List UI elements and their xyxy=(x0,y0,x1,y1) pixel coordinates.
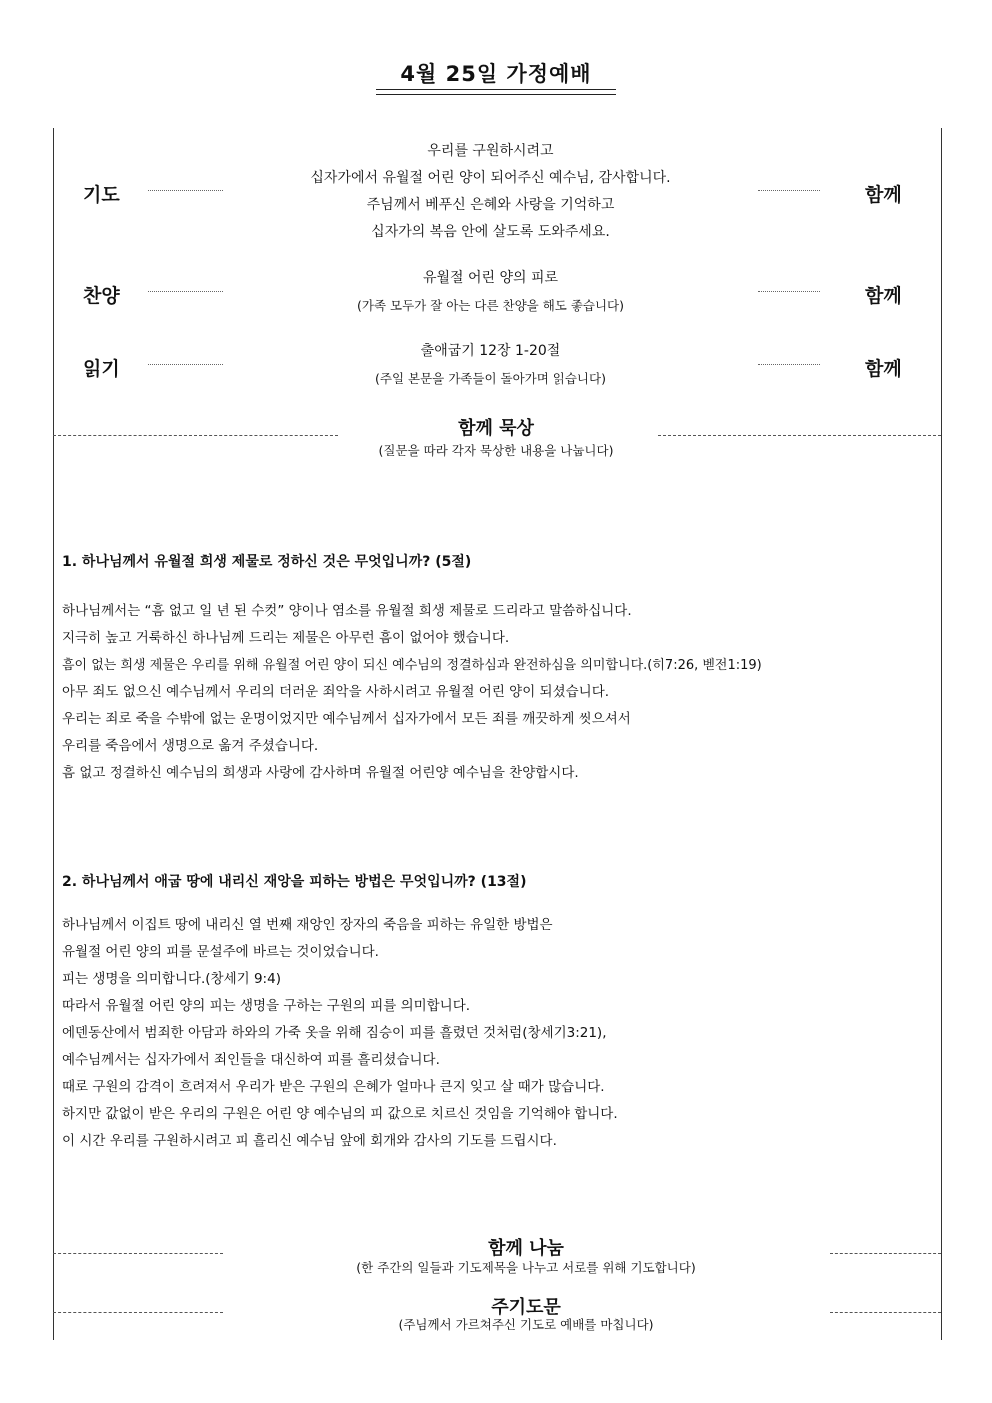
lords-prayer-subtitle: (주님께서 가르쳐주신 기도로 예배를 마칩니다) xyxy=(398,1317,654,1332)
prayer-who: 함께 xyxy=(865,184,902,206)
answer-1 xyxy=(62,598,942,787)
praise-note: (가족 모두가 잘 아는 다른 찬양을 해도 좋습니다) xyxy=(357,298,624,313)
answer-line: 때로 구원의 감격이 흐려져서 우리가 받은 구원의 은혜가 얼마나 큰지 잊고 살 때가 많습니다. xyxy=(62,1079,605,1095)
praise-row xyxy=(53,265,941,321)
prayer-line: 십자가의 복음 안에 살도록 도와주세요. xyxy=(371,224,610,240)
prayer-line: 십자가에서 유월절 어린 양이 되어주신 예수님, 감사합니다. xyxy=(310,170,671,186)
praise-song: 유월절 어린 양의 피로 xyxy=(422,270,559,286)
reading-row xyxy=(53,338,941,394)
prayer-row xyxy=(53,138,941,248)
meditation-title: 함께 묵상 xyxy=(458,418,534,439)
answer-line: 피는 생명을 의미합니다.(창세기 9:4) xyxy=(62,971,281,987)
answer-line: 에덴동산에서 범죄한 아담과 하와의 가죽 옷을 위해 짐승이 피를 흘렸던 것처럼(창세기3:21), xyxy=(62,1025,607,1041)
answer-line: 우리는 죄로 죽을 수밖에 없는 운명이었지만 예수님께서 십자가에서 모든 죄를 깨끗하게 씻으셔서 xyxy=(62,711,631,727)
reading-who: 함께 xyxy=(865,358,902,380)
reading-text xyxy=(228,338,753,392)
dotted-leader xyxy=(758,190,820,191)
sharing-subtitle: (한 주간의 일들과 기도제목을 나누고 서로를 위해 기도합니다) xyxy=(356,1260,696,1275)
praise-who: 함께 xyxy=(865,285,902,307)
page-title: 4월 25일 가정예배 xyxy=(400,62,592,86)
praise-text xyxy=(228,265,753,319)
question-2: 2. 하나님께서 애굽 땅에 내리신 재앙을 피하는 방법은 무엇입니까? (13절) xyxy=(62,874,527,890)
answer-line: 흠 없고 정결하신 예수님의 희생과 사랑에 감사하며 유월절 어린양 예수님을 찬양합시다. xyxy=(62,765,579,781)
meditation-subtitle: (질문을 따라 각자 묵상한 내용을 나눕니다) xyxy=(378,443,614,458)
prayer-label: 기도 xyxy=(83,184,120,206)
reading-note: (주일 본문을 가족들이 돌아가며 읽습니다) xyxy=(375,371,606,386)
answer-line: 예수님께서는 십자가에서 죄인들을 대신하여 피를 흘리셨습니다. xyxy=(62,1052,440,1068)
answer-2 xyxy=(62,912,942,1155)
answer-line: 따라서 유월절 어린 양의 피는 생명을 구하는 구원의 피를 의미합니다. xyxy=(62,998,471,1014)
dotted-leader xyxy=(148,364,223,365)
title-underline xyxy=(376,89,616,90)
question-1: 1. 하나님께서 유월절 희생 제물로 정하신 것은 무엇입니까? (5절) xyxy=(62,554,472,570)
prayer-text xyxy=(228,138,753,246)
lords-prayer-title: 주기도문 xyxy=(491,1297,561,1318)
prayer-line: 우리를 구원하시려고 xyxy=(427,143,554,159)
sharing-title: 함께 나눔 xyxy=(488,1238,564,1259)
reading-label: 읽기 xyxy=(83,358,120,380)
answer-line: 흠이 없는 희생 제물은 우리를 위해 유월절 어린 양이 되신 예수님의 정결하심과 완전하심을 의미합니다.(히7:26, 벧전1:19) xyxy=(62,658,762,673)
answer-line: 하나님께서는 “흠 없고 일 년 된 수컷” 양이나 염소를 유월절 희생 제물로 드리라고 말씀하십니다. xyxy=(62,603,632,619)
answer-line: 유월절 어린 양의 피를 문설주에 바르는 것이었습니다. xyxy=(62,944,379,960)
dotted-leader xyxy=(758,291,820,292)
title-underline-double xyxy=(376,94,616,95)
answer-line: 아무 죄도 없으신 예수님께서 우리의 더러운 죄악을 사하시려고 유월절 어린 양이 되셨습니다. xyxy=(62,684,610,700)
answer-line: 우리를 죽음에서 생명으로 옮겨 주셨습니다. xyxy=(62,738,319,754)
dotted-leader xyxy=(148,190,223,191)
praise-label: 찬양 xyxy=(83,285,120,307)
prayer-line: 주님께서 베푸신 은혜와 사랑을 기억하고 xyxy=(366,197,615,213)
dotted-leader xyxy=(148,291,223,292)
answer-line: 하나님께서 이집트 땅에 내리신 열 번째 재앙인 장자의 죽음을 피하는 유일한 방법은 xyxy=(62,917,553,933)
dotted-leader xyxy=(758,364,820,365)
answer-line: 지극히 높고 거룩하신 하나님께 드리는 제물은 아무런 흠이 없어야 했습니다. xyxy=(62,630,510,646)
answer-line: 하지만 값없이 받은 우리의 구원은 어린 양 예수님의 피 값으로 치르신 것임을 기억해야 합니다. xyxy=(62,1106,618,1122)
answer-line: 이 시간 우리를 구원하시려고 피 흘리신 예수님 앞에 회개와 감사의 기도를 드립시다. xyxy=(62,1133,557,1149)
reading-passage: 출애굽기 12장 1-20절 xyxy=(420,343,561,359)
